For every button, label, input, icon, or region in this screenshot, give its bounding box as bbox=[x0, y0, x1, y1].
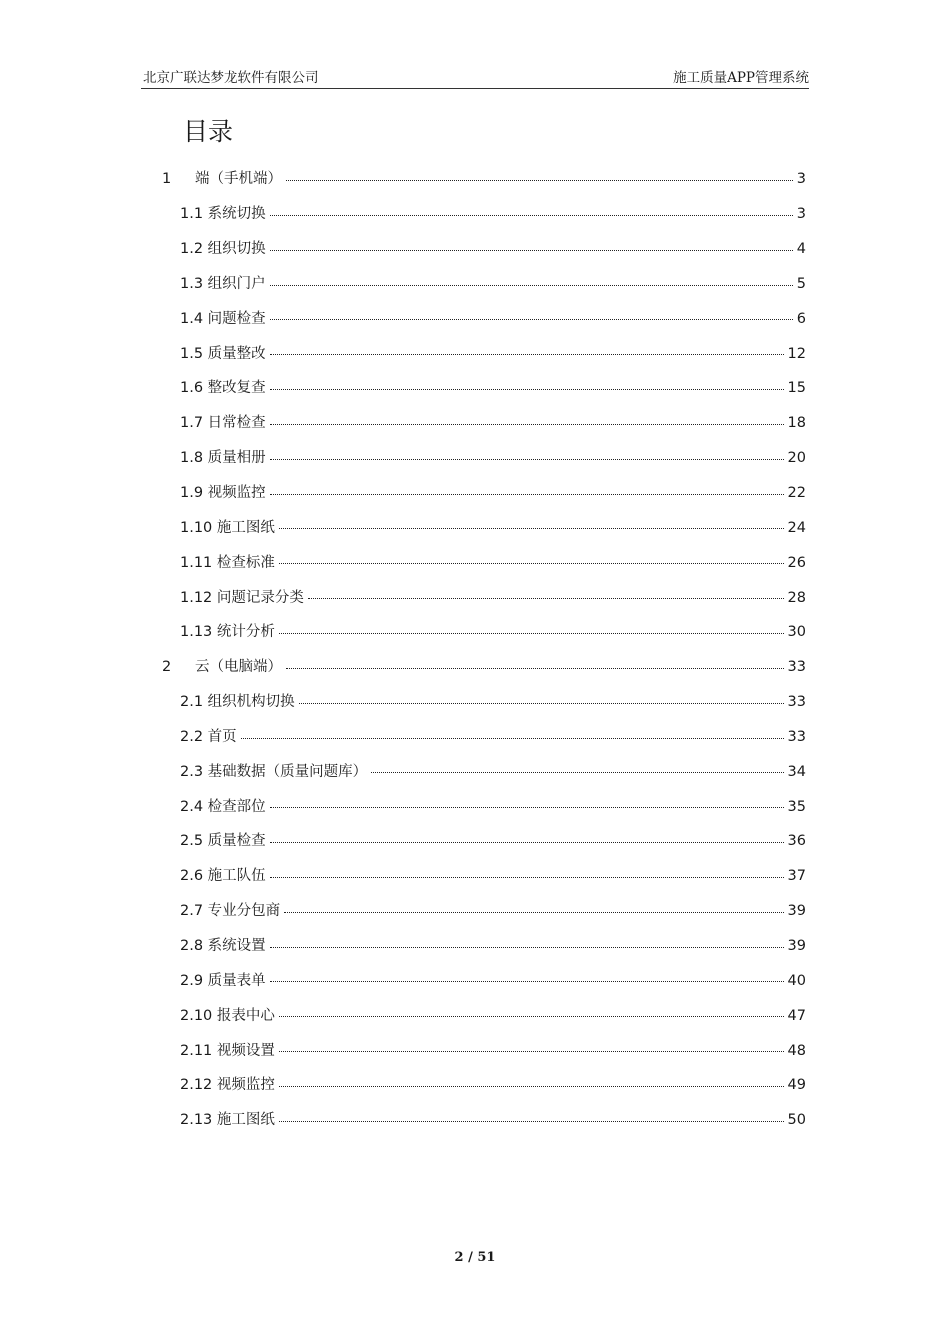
toc-entry-page: 6 bbox=[796, 310, 806, 327]
toc-dot-leader bbox=[270, 981, 784, 982]
toc-entry-text: 检查标准 bbox=[216, 554, 275, 571]
toc-entry-text: 组织机构切换 bbox=[207, 694, 295, 711]
toc-entry-text: 视频监控 bbox=[216, 1077, 275, 1094]
toc-entry-heading bbox=[180, 866, 266, 886]
toc-entry[interactable] bbox=[0, 197, 950, 232]
toc-entry-page: 33 bbox=[787, 659, 806, 676]
toc-entry[interactable] bbox=[0, 580, 950, 615]
toc-entry-text: 日常检查 bbox=[207, 415, 266, 432]
toc-entry-page: 30 bbox=[787, 624, 806, 641]
toc-entry[interactable] bbox=[0, 685, 950, 720]
toc-entry-heading bbox=[180, 1006, 275, 1026]
toc-entry-page: 33 bbox=[787, 694, 806, 711]
toc-entry-text: 视频设置 bbox=[216, 1042, 275, 1059]
toc-entry-number: 2.5 bbox=[180, 833, 204, 850]
toc-entry-text: 统计分析 bbox=[216, 624, 275, 641]
toc-entry-heading bbox=[180, 588, 304, 608]
toc-entry-text: 问题记录分类 bbox=[216, 589, 304, 606]
toc-dot-leader bbox=[270, 807, 784, 808]
toc-entry-text: 报表中心 bbox=[216, 1007, 275, 1024]
toc-entry-heading bbox=[180, 378, 266, 398]
toc-entry-number: 1.4 bbox=[180, 310, 204, 327]
toc-entry-number: 1.3 bbox=[180, 275, 204, 292]
toc-entry-heading bbox=[180, 553, 275, 573]
toc-entry-text: 施工图纸 bbox=[216, 1112, 275, 1129]
toc-entry[interactable] bbox=[0, 371, 950, 406]
toc-entry-number: 2.11 bbox=[180, 1042, 213, 1059]
toc-entry-number: 2.7 bbox=[180, 903, 204, 920]
toc-entry-heading bbox=[180, 1075, 275, 1095]
toc-entry-page: 12 bbox=[787, 345, 806, 362]
toc-entry-page: 39 bbox=[787, 903, 806, 920]
toc-dot-leader bbox=[279, 633, 784, 634]
toc-entry[interactable] bbox=[0, 929, 950, 964]
toc-entry-heading bbox=[180, 448, 266, 468]
toc-entry-page: 20 bbox=[787, 450, 806, 467]
toc-entry-page: 26 bbox=[787, 554, 806, 571]
toc-entry-heading bbox=[180, 309, 266, 329]
toc-entry-heading bbox=[180, 1041, 275, 1061]
toc-entry-page: 4 bbox=[796, 241, 806, 258]
toc-entry[interactable] bbox=[0, 720, 950, 755]
toc-dot-leader bbox=[270, 459, 784, 460]
toc-entry-number: 1 bbox=[162, 171, 172, 188]
toc-dot-leader bbox=[241, 738, 784, 739]
toc-entry-page: 34 bbox=[787, 763, 806, 780]
toc-entry-number: 2.4 bbox=[180, 798, 204, 815]
toc-entry-number: 1.12 bbox=[180, 589, 213, 606]
toc-entry-number: 1.11 bbox=[180, 554, 213, 571]
toc-entry-text: 系统切换 bbox=[207, 206, 266, 223]
toc-entry-heading bbox=[180, 274, 266, 294]
toc-entry-heading bbox=[180, 971, 266, 991]
toc-entry[interactable] bbox=[0, 441, 950, 476]
toc-entry-number: 2 bbox=[162, 659, 172, 676]
toc-entry[interactable] bbox=[0, 894, 950, 929]
toc-entry-heading bbox=[180, 204, 266, 224]
toc-entry-heading bbox=[180, 901, 280, 921]
toc-entry-heading bbox=[180, 797, 266, 817]
toc-entry-text: 质量相册 bbox=[207, 450, 266, 467]
toc-entry-heading bbox=[180, 413, 266, 433]
toc-dot-leader bbox=[299, 703, 784, 704]
toc-entry[interactable] bbox=[0, 1068, 950, 1103]
toc-entry-number: 1.10 bbox=[180, 519, 213, 536]
toc-entry[interactable] bbox=[0, 476, 950, 511]
page-header bbox=[141, 68, 809, 89]
toc-entry[interactable] bbox=[0, 963, 950, 998]
header-company: 北京广联达梦龙软件有限公司 bbox=[143, 70, 319, 86]
toc-entry[interactable] bbox=[0, 406, 950, 441]
toc-entry-heading bbox=[180, 831, 266, 851]
toc-entry-text: 组织门户 bbox=[207, 275, 266, 292]
toc-dot-leader bbox=[279, 563, 784, 564]
toc-entry-text: 组织切换 bbox=[207, 241, 266, 258]
toc-dot-leader bbox=[270, 947, 784, 948]
toc-entry-number: 2.8 bbox=[180, 937, 204, 954]
toc-entry-page: 47 bbox=[787, 1007, 806, 1024]
toc-entry-number: 2.13 bbox=[180, 1112, 213, 1129]
toc-entry-text: 云（电脑端） bbox=[195, 659, 282, 676]
toc-entry-heading bbox=[180, 762, 367, 782]
toc-entry-page: 33 bbox=[787, 728, 806, 745]
toc-entry[interactable] bbox=[0, 301, 950, 336]
toc-entry-text: 视频监控 bbox=[207, 485, 266, 502]
toc-entry-number: 2.9 bbox=[180, 972, 204, 989]
toc-dot-leader bbox=[279, 1016, 784, 1017]
toc-dot-leader bbox=[284, 912, 783, 913]
toc-entry-text: 检查部位 bbox=[207, 798, 266, 815]
toc-entry[interactable] bbox=[0, 336, 950, 371]
toc-entry-heading bbox=[180, 483, 266, 503]
toc-entry-heading bbox=[180, 727, 237, 747]
toc-dot-leader bbox=[270, 250, 793, 251]
toc-dot-leader bbox=[286, 180, 793, 181]
toc-dot-leader bbox=[270, 842, 784, 843]
toc-entry-number: 1.1 bbox=[180, 206, 204, 223]
toc-entry-page: 15 bbox=[787, 380, 806, 397]
toc-dot-leader bbox=[270, 424, 784, 425]
toc-entry-number: 1.9 bbox=[180, 485, 204, 502]
toc-dot-leader bbox=[279, 1051, 784, 1052]
toc-entry[interactable] bbox=[0, 232, 950, 267]
toc-entry-page: 49 bbox=[787, 1077, 806, 1094]
toc-dot-leader bbox=[371, 772, 783, 773]
page-number: 2 / 51 bbox=[454, 1250, 496, 1265]
toc-entry[interactable] bbox=[0, 615, 950, 650]
toc-dot-leader bbox=[270, 494, 784, 495]
toc-entry-page: 3 bbox=[796, 171, 806, 188]
toc-entry[interactable] bbox=[0, 754, 950, 789]
toc-dot-leader bbox=[270, 877, 784, 878]
toc-entry-text: 质量表单 bbox=[207, 972, 266, 989]
toc-entry-number: 2.2 bbox=[180, 728, 204, 745]
toc-entry-number: 1.7 bbox=[180, 415, 204, 432]
toc-entry-text: 施工图纸 bbox=[216, 519, 275, 536]
toc-dot-leader bbox=[279, 1121, 784, 1122]
toc-entry-text: 问题检查 bbox=[207, 310, 266, 327]
toc-entry[interactable] bbox=[0, 789, 950, 824]
toc-entry-number: 1.6 bbox=[180, 380, 204, 397]
toc-entry[interactable] bbox=[0, 1103, 950, 1138]
toc-entry-number: 1.5 bbox=[180, 345, 204, 362]
toc-entry-text: 端（手机端） bbox=[195, 171, 282, 188]
toc-entry-number: 2.6 bbox=[180, 868, 204, 885]
toc-entry-text: 整改复查 bbox=[207, 380, 266, 397]
toc-entry-number: 2.3 bbox=[180, 763, 204, 780]
toc-entry-text: 系统设置 bbox=[207, 937, 266, 954]
toc-entry-page: 5 bbox=[796, 275, 806, 292]
toc-entry[interactable] bbox=[0, 162, 950, 197]
toc-entry-text: 质量检查 bbox=[207, 833, 266, 850]
toc-entry[interactable] bbox=[0, 824, 950, 859]
toc-entry-page: 3 bbox=[796, 206, 806, 223]
toc-entry-number: 2.12 bbox=[180, 1077, 213, 1094]
toc-entry-number: 2.1 bbox=[180, 694, 204, 711]
toc-dot-leader bbox=[270, 319, 793, 320]
toc-entry-page: 39 bbox=[787, 937, 806, 954]
toc-entry-heading bbox=[180, 692, 295, 712]
toc-entry-text: 基础数据（质量问题库） bbox=[207, 763, 368, 780]
toc-entry-text: 首页 bbox=[207, 728, 237, 745]
toc-entry-heading bbox=[180, 1110, 275, 1130]
toc-entry[interactable] bbox=[0, 510, 950, 545]
toc-entry[interactable] bbox=[0, 545, 950, 580]
toc-entry-heading bbox=[180, 518, 275, 538]
toc-entry-number: 1.8 bbox=[180, 450, 204, 467]
toc-entry-heading bbox=[180, 344, 266, 364]
toc-dot-leader bbox=[270, 285, 793, 286]
toc-entry-page: 37 bbox=[787, 868, 806, 885]
toc-entry[interactable] bbox=[0, 650, 950, 685]
toc-entry-page: 24 bbox=[787, 519, 806, 536]
toc-entry-heading bbox=[180, 936, 266, 956]
toc-entry[interactable] bbox=[0, 1033, 950, 1068]
toc-dot-leader bbox=[270, 215, 793, 216]
toc-entry[interactable] bbox=[0, 267, 950, 302]
toc-dot-leader bbox=[308, 598, 784, 599]
toc-entry-number: 1.2 bbox=[180, 241, 204, 258]
toc-entry-page: 18 bbox=[787, 415, 806, 432]
toc-entry-number: 2.10 bbox=[180, 1007, 213, 1024]
toc-dot-leader bbox=[286, 668, 784, 669]
toc-entry-heading bbox=[180, 622, 275, 642]
toc-entry-number: 1.13 bbox=[180, 624, 213, 641]
toc-dot-leader bbox=[270, 389, 784, 390]
toc-list bbox=[0, 162, 950, 1138]
toc-entry-text: 专业分包商 bbox=[207, 903, 281, 920]
toc-entry[interactable] bbox=[0, 998, 950, 1033]
toc-entry-page: 35 bbox=[787, 798, 806, 815]
toc-entry-page: 40 bbox=[787, 972, 806, 989]
toc-entry-page: 28 bbox=[787, 589, 806, 606]
toc-entry-text: 施工队伍 bbox=[207, 868, 266, 885]
toc-dot-leader bbox=[279, 1086, 784, 1087]
header-system: 施工质量APP管理系统 bbox=[673, 70, 809, 86]
toc-entry-heading bbox=[180, 239, 266, 259]
toc-entry-page: 50 bbox=[787, 1112, 806, 1129]
toc-entry[interactable] bbox=[0, 859, 950, 894]
toc-entry-page: 36 bbox=[787, 833, 806, 850]
toc-dot-leader bbox=[270, 354, 784, 355]
toc-entry-text: 质量整改 bbox=[207, 345, 266, 362]
toc-dot-leader bbox=[279, 528, 784, 529]
toc-entry-page: 48 bbox=[787, 1042, 806, 1059]
toc-entry-page: 22 bbox=[787, 485, 806, 502]
toc-title: 目录 bbox=[183, 117, 234, 146]
